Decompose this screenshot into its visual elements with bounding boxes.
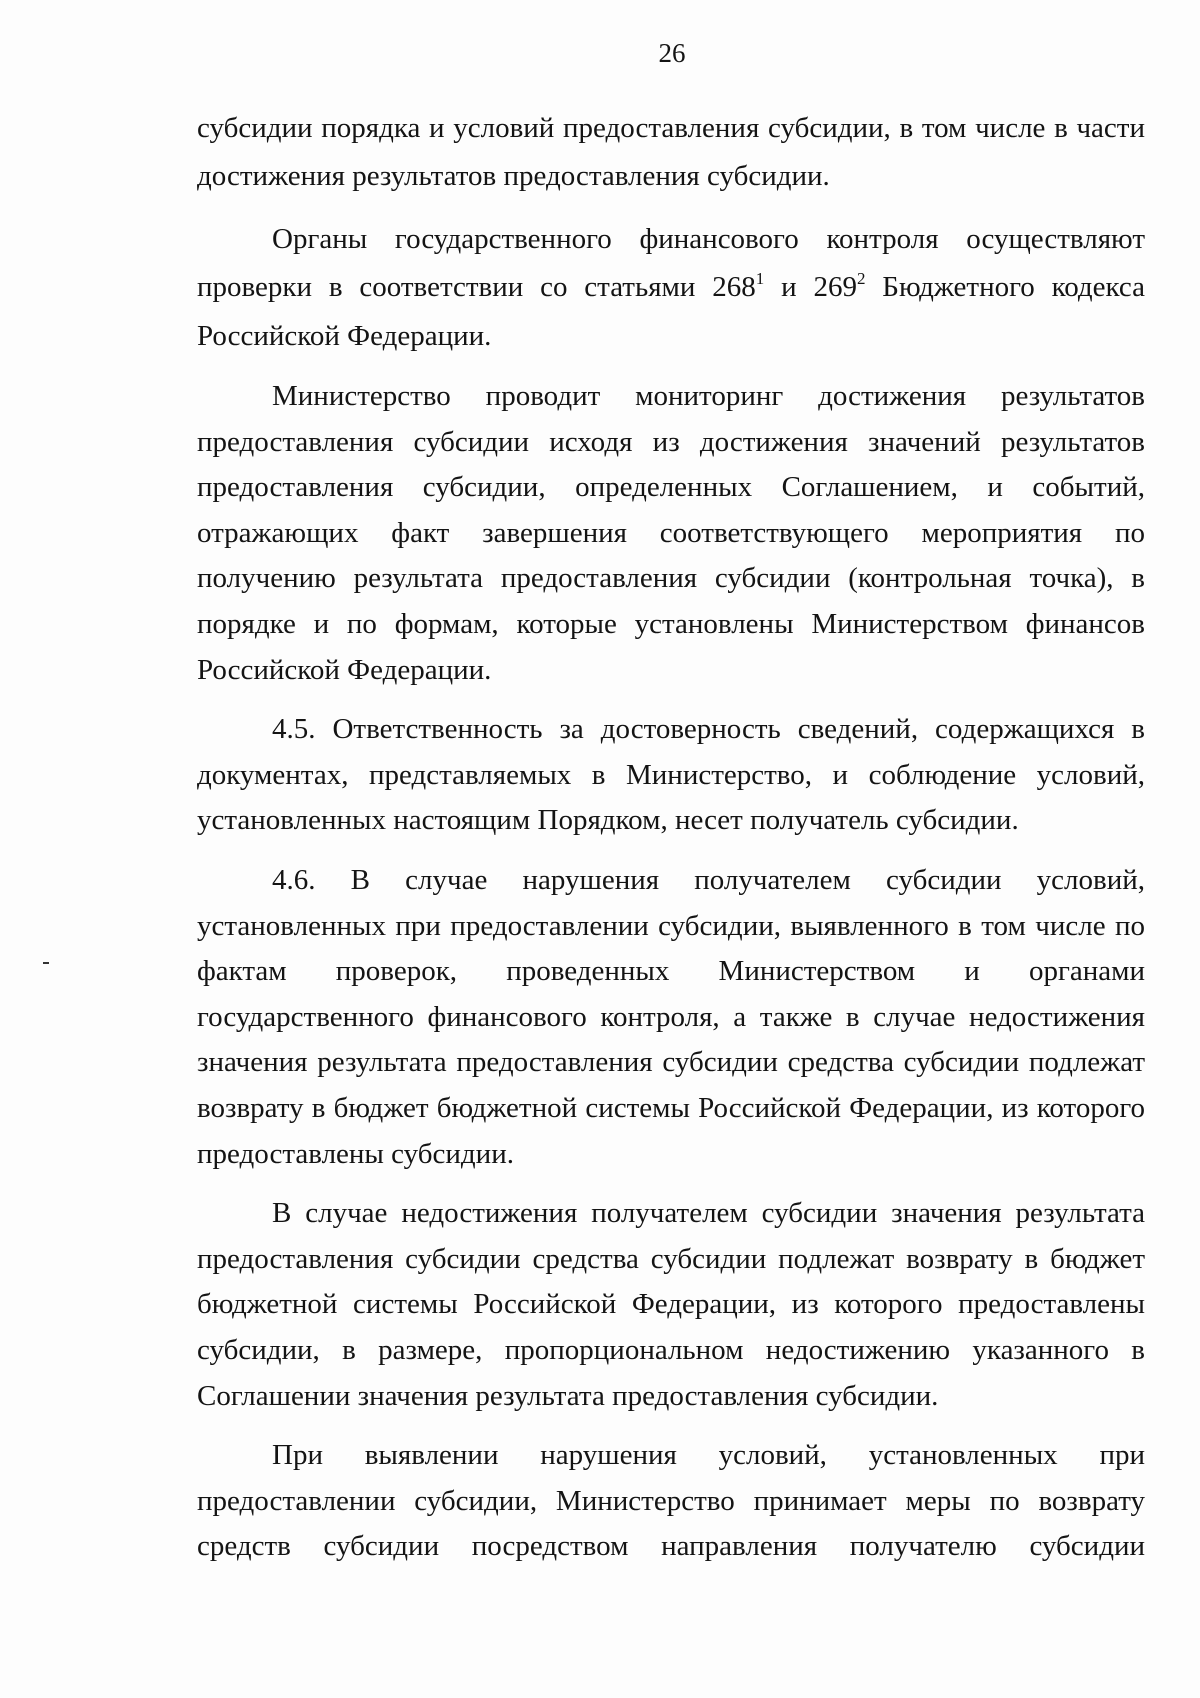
document-body xyxy=(197,104,1145,1570)
paragraph-financial-control-text-end: Бюджетного кодекса Российской Федерации. xyxy=(197,271,1146,352)
scan-artifact-mark xyxy=(43,962,49,964)
paragraph-nonachievement: В случае недостижения получателем субсидии значения результата предоставления субсидии средства субсидии подлежат возврату в бюджет бюджетной системы Российской Федерации, из которого предоставлены субсидии, в размере, пропорциональном недостижению указанного в Соглашении значения результата предоставления субсидии. xyxy=(197,1197,1145,1412)
paragraph-4-5: 4.5. Ответственность за достоверность сведений, содержащихся в документах, представляемых в Министерство, и соблюдение условий, установленных настоящим Порядком, несет получатель субсидии. xyxy=(197,713,1145,837)
article-superscript-1: 1 xyxy=(755,268,765,288)
paragraph-violation-return: При выявлении нарушения условий, установленных при предоставлении субсидии, Министерство принимает меры по возврату средств субсидии посредством направления получателю субсидии xyxy=(197,1439,1145,1563)
paragraph-financial-control-text-start: Органы государственного финансового контроля осуществляют проверки в соответствии со статьями 268 xyxy=(197,222,1145,304)
paragraph-financial-control-text-middle: и 269 xyxy=(764,271,857,304)
article-superscript-2: 2 xyxy=(856,268,866,288)
paragraph-monitoring: Министерство проводит мониторинг достижения результатов предоставления субсидии исходя из достижения значений результатов предоставления субсидии, определенных Соглашением, и событий, отражающих факт завершения соответствующего мероприятия по получению результата предоставления субсидии (контрольная точка), в порядке и по формам, которые установлены Министерством финансов Российской Федерации. xyxy=(197,380,1145,686)
paragraph-4-6: 4.6. В случае нарушения получателем субсидии условий, установленных при предоставлении субсидии, выявленного в том числе по фактам проверок, проведенных Министерством и органами государственного финансового контроля, а также в случае недостижения значения результата предоставления субсидии средства субсидии подлежат возврату в бюджет бюджетной системы Российской Федерации, из которого предоставлены субсидии. xyxy=(197,863,1145,1170)
page-number: 26 xyxy=(658,38,686,68)
paragraph-financial-control xyxy=(197,215,1145,360)
paragraph-continuation: субсидии порядка и условий предоставления субсидии, в том числе в части достижения результатов предоставления субсидии. xyxy=(197,112,1145,193)
